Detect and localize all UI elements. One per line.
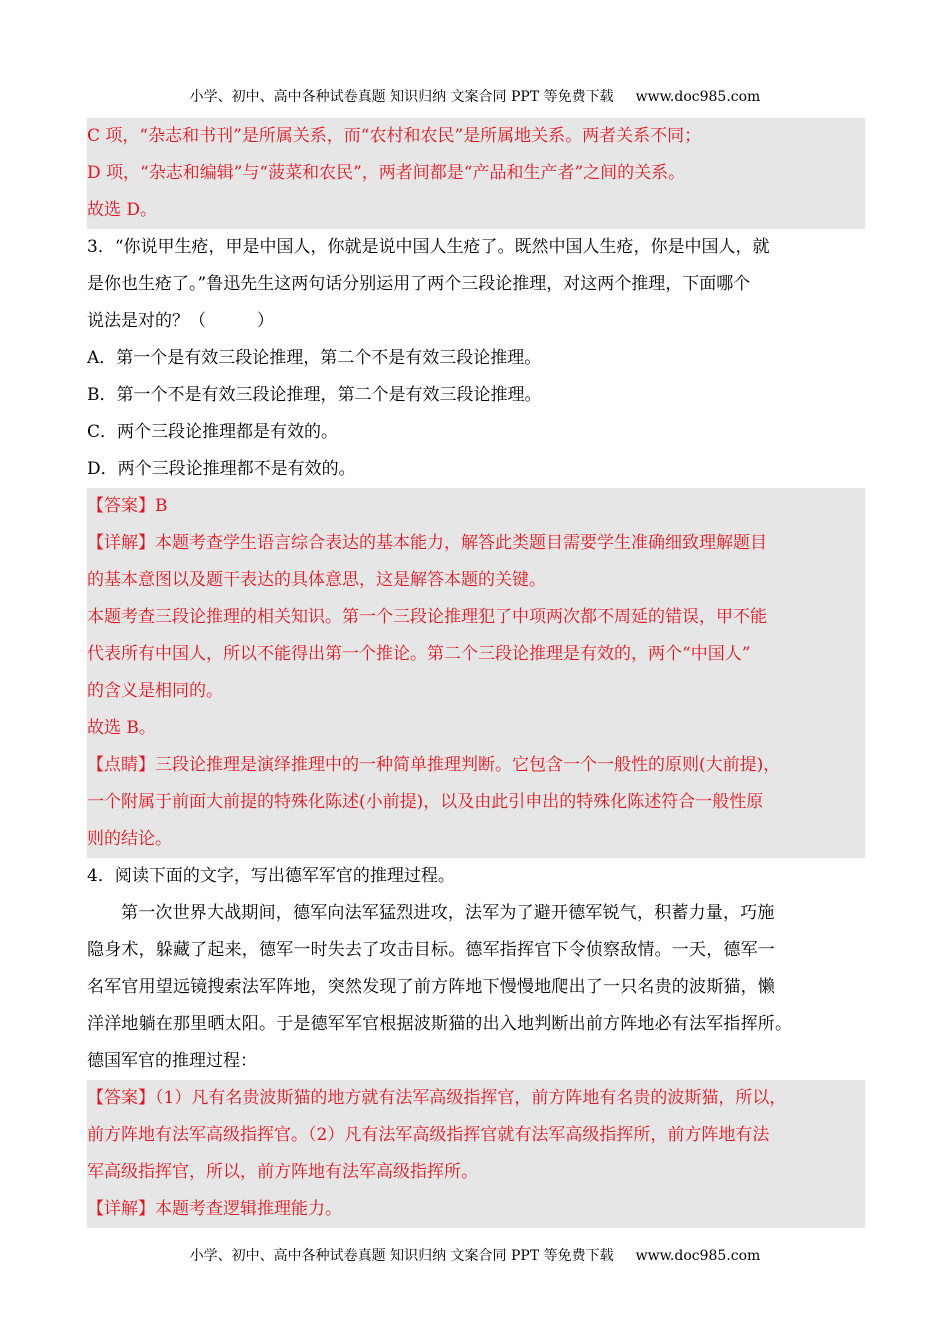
explanation-line: 则的结论。 bbox=[87, 829, 172, 849]
explanation-line: C 项，“杂志和书刊”是所属关系，而“农村和农民”是所属地关系。两者关系不同； bbox=[87, 126, 702, 146]
question-stem-line: 说法是对的？（ ） bbox=[87, 311, 274, 331]
question-4-answer-block bbox=[87, 1080, 865, 1228]
answer-line: 【答案】（1）凡有名贵波斯猫的地方就有法军高级指挥官，前方阵地有名贵的波斯猫，所以， bbox=[87, 1088, 787, 1108]
answer-label: 【答案】B bbox=[87, 496, 168, 516]
explanation-line: 【详解】本题考查学生语言综合表达的基本能力，解答此类题目需要学生准确细致理解题目 bbox=[87, 533, 767, 553]
explanation-line: D 项，“杂志和编辑”与“菠菜和农民”，两者间都是“产品和生产者”之间的关系。 bbox=[87, 163, 686, 183]
passage-line: 隐身术，躲藏了起来，德军一时失去了攻击目标。德军指挥官下令侦察敌情。一天，德军一 bbox=[87, 940, 775, 960]
answer-line: 前方阵地有法军高级指挥官。（2）凡有法军高级指挥官就有法军高级指挥所，前方阵地有法 bbox=[87, 1125, 770, 1145]
document-body bbox=[87, 118, 865, 1228]
answer-line: 军高级指挥官，所以，前方阵地有法军高级指挥所。 bbox=[87, 1162, 478, 1182]
option-b: B．第一个不是有效三段论推理，第二个是有效三段论推理。 bbox=[87, 385, 542, 405]
option-c: C．两个三段论推理都是有效的。 bbox=[87, 422, 339, 442]
header-text: 小学、初中、高中各种试卷真题 知识归纳 文案合同 PPT 等免费下载 bbox=[189, 89, 614, 105]
explanation-line: 【详解】本题考查逻辑推理能力。 bbox=[87, 1199, 342, 1219]
explanation-line: 的含义是相同的。 bbox=[87, 681, 223, 701]
explanation-line: 本题考查三段论推理的相关知识。第一个三段论推理犯了中项两次都不周延的错误，甲不能 bbox=[87, 607, 767, 627]
header-url: www.doc985.com bbox=[635, 89, 761, 105]
footer-url: www.doc985.com bbox=[635, 1248, 761, 1264]
explanation-line: 【点睛】三段论推理是演绎推理中的一种简单推理判断。它包含一个一般性的原则(大前提)， bbox=[87, 755, 781, 775]
explanation-line: 故选 D。 bbox=[87, 200, 158, 220]
explanation-line: 代表所有中国人，所以不能得出第一个推论。第二个三段论推理是有效的，两个“中国人” bbox=[87, 644, 751, 664]
reading-passage bbox=[87, 895, 865, 1043]
passage-line: 名军官用望远镜搜索法军阵地，突然发现了前方阵地下慢慢地爬出了一只名贵的波斯猫，懒 bbox=[87, 977, 775, 997]
explanation-line: 一个附属于前面大前提的特殊化陈述(小前提)，以及由此引申出的特殊化陈述符合一般性原 bbox=[87, 792, 764, 812]
question-stem-line: 3．“你说甲生疮，甲是中国人，你就是说中国人生疮了。既然中国人生疮，你是中国人，就 bbox=[87, 237, 770, 257]
explanation-line: 的基本意图以及题干表达的具体意思，这是解答本题的关键。 bbox=[87, 570, 546, 590]
previous-explanation-block bbox=[87, 118, 865, 229]
passage-line: 第一次世界大战期间，德军向法军猛烈进攻，法军为了避开德军锐气，积蓄力量，巧施 bbox=[121, 903, 775, 923]
question-stem: 4．阅读下面的文字，写出德军军官的推理过程。 bbox=[87, 866, 455, 886]
passage-line: 洋洋地躺在那里晒太阳。于是德军军官根据波斯猫的出入地判断出前方阵地必有法军指挥所。 bbox=[87, 1014, 793, 1034]
page-footer bbox=[0, 1247, 950, 1265]
question-3-answer-block bbox=[87, 488, 865, 858]
question-prompt: 德国军官的推理过程： bbox=[87, 1051, 257, 1071]
question-4 bbox=[87, 858, 865, 1080]
question-3 bbox=[87, 229, 865, 488]
question-stem-line: 是你也生疮了。”鲁迅先生这两句话分别运用了两个三段论推理，对这两个推理，下面哪个 bbox=[87, 274, 751, 294]
option-d: D．两个三段论推理都不是有效的。 bbox=[87, 459, 356, 479]
option-a: A．第一个是有效三段论推理，第二个不是有效三段论推理。 bbox=[87, 348, 542, 368]
footer-text: 小学、初中、高中各种试卷真题 知识归纳 文案合同 PPT 等免费下载 bbox=[189, 1248, 614, 1264]
page-header bbox=[0, 88, 950, 106]
explanation-line: 故选 B。 bbox=[87, 718, 156, 738]
